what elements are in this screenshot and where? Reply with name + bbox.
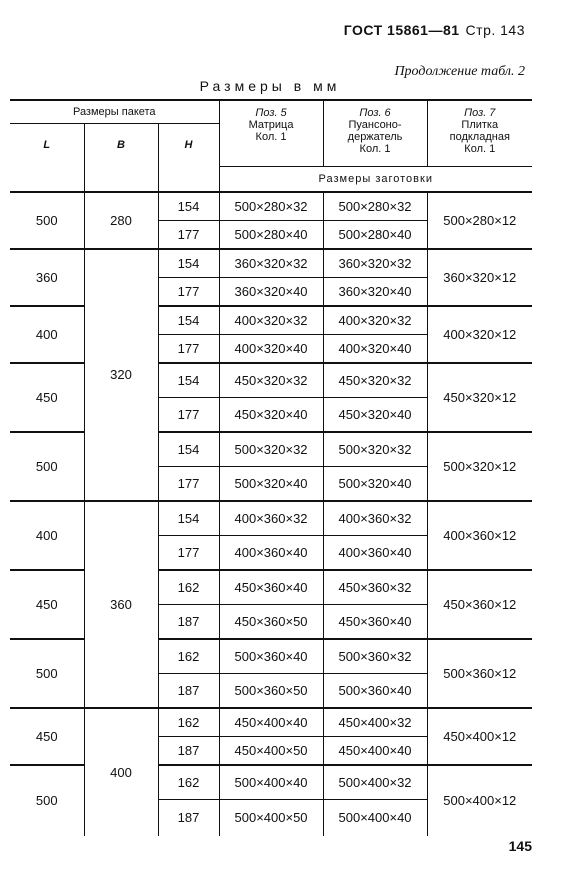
pos5-name: Матрица xyxy=(248,119,294,131)
cell-l: 400 xyxy=(10,306,84,363)
pos6-header xyxy=(323,100,427,166)
cell-b: 400 xyxy=(84,708,158,836)
cell-l: 450 xyxy=(10,708,84,765)
cell-matrix: 450×320×32 xyxy=(219,363,323,398)
cell-plate: 450×400×12 xyxy=(427,708,532,765)
cell-punch-holder: 500×360×32 xyxy=(323,639,427,674)
cell-b: 360 xyxy=(84,501,158,708)
cell-h: 162 xyxy=(158,570,219,605)
cell-l: 500 xyxy=(35,793,58,808)
cell-matrix: 500×320×40 xyxy=(219,466,323,501)
pos6-number: Поз. 6 xyxy=(359,107,391,119)
pos5-header xyxy=(219,100,323,166)
cell-l: 500 xyxy=(10,192,84,249)
page-reference: Стр. 143 xyxy=(465,22,525,38)
cell-h: 162 xyxy=(158,765,219,800)
cell-plate: 450×360×12 xyxy=(427,570,532,639)
cell-matrix: 450×360×40 xyxy=(219,570,323,605)
cell-punch-holder: 500×280×32 xyxy=(323,192,427,221)
blank-sizes-header: Размеры заготовки xyxy=(219,166,532,192)
cell-matrix: 400×360×40 xyxy=(219,535,323,570)
cell-plate: 400×320×12 xyxy=(427,306,532,363)
cell-matrix: 500×280×32 xyxy=(219,192,323,221)
cell-h: 162 xyxy=(158,639,219,674)
pos7-number: Поз. 7 xyxy=(464,107,496,119)
cell-punch-holder: 450×400×40 xyxy=(323,736,427,765)
cell-punch-holder: 400×320×40 xyxy=(323,334,427,363)
cell-plate: 400×360×12 xyxy=(427,501,532,570)
cell-punch-holder: 500×320×32 xyxy=(323,432,427,467)
cell-l: 400 xyxy=(10,501,84,570)
cell-plate: 360×320×12 xyxy=(427,249,532,306)
cell-matrix: 360×320×32 xyxy=(219,249,323,278)
cell-h: 154 xyxy=(158,192,219,221)
cell-punch-holder: 500×280×40 xyxy=(323,220,427,249)
cell-plate: 450×320×12 xyxy=(427,363,532,432)
cell-h: 187 xyxy=(158,673,219,708)
cell-plate: 500×280×12 xyxy=(427,192,532,249)
cell-matrix: 500×360×40 xyxy=(219,639,323,674)
cell-matrix: 400×320×32 xyxy=(219,306,323,335)
cell-plate: 500×360×12 xyxy=(427,639,532,708)
cell-b: 320 xyxy=(84,249,158,501)
cell-punch-holder: 500×360×40 xyxy=(323,673,427,708)
column-b-header: B xyxy=(84,124,158,167)
cell-h: 177 xyxy=(158,466,219,501)
blank-sizes-table xyxy=(10,99,532,836)
cell-matrix: 450×320×40 xyxy=(219,397,323,432)
cell-h: 187 xyxy=(158,604,219,639)
cell-punch-holder: 360×320×40 xyxy=(323,277,427,306)
cell-b: 280 xyxy=(84,192,158,249)
cell-h: 154 xyxy=(158,306,219,335)
cell-punch-holder: 400×320×32 xyxy=(323,306,427,335)
cell-matrix: 500×320×32 xyxy=(219,432,323,467)
cell-matrix: 500×280×40 xyxy=(219,220,323,249)
cell-l: 450 xyxy=(10,570,84,639)
cell-punch-holder: 360×320×32 xyxy=(323,249,427,278)
cell-h: 177 xyxy=(158,220,219,249)
cell-h: 162 xyxy=(158,708,219,737)
cell-matrix: 400×320×40 xyxy=(219,334,323,363)
cell-plate: 500×400×12 xyxy=(427,765,532,836)
pos6-qty: Кол. 1 xyxy=(359,143,391,155)
cell-punch-holder: 450×400×32 xyxy=(323,708,427,737)
cell-punch-holder: 450×320×40 xyxy=(323,397,427,432)
standard-code: ГОСТ 15861—81 xyxy=(343,22,460,38)
pos5-number: Поз. 5 xyxy=(255,107,287,119)
cell-h: 154 xyxy=(158,432,219,467)
units-title: Размеры в мм xyxy=(199,78,341,94)
column-l-header: L xyxy=(43,139,51,151)
cell-l: 500 xyxy=(10,639,84,708)
cell-punch-holder: 450×360×40 xyxy=(323,604,427,639)
package-sizes-header: Размеры пакета xyxy=(10,100,219,124)
cell-matrix: 500×400×50 xyxy=(219,799,323,836)
cell-matrix: 360×320×40 xyxy=(219,277,323,306)
cell-h: 177 xyxy=(158,535,219,570)
cell-matrix: 450×360×50 xyxy=(219,604,323,639)
cell-h: 177 xyxy=(158,334,219,363)
cell-h: 154 xyxy=(158,501,219,536)
cell-matrix: 500×360×50 xyxy=(219,673,323,708)
pos7-qty: Кол. 1 xyxy=(464,143,496,155)
cell-l: 360 xyxy=(10,249,84,306)
pos7-name: Плитка подкладная xyxy=(449,119,510,143)
cell-punch-holder: 400×360×32 xyxy=(323,501,427,536)
cell-matrix: 450×400×40 xyxy=(219,708,323,737)
column-h-header: H xyxy=(158,124,219,167)
cell-punch-holder: 450×320×32 xyxy=(323,363,427,398)
cell-h: 154 xyxy=(158,249,219,278)
cell-h: 187 xyxy=(158,799,219,836)
cell-plate: 500×320×12 xyxy=(427,432,532,501)
cell-punch-holder: 500×320×40 xyxy=(323,466,427,501)
cell-matrix: 400×360×32 xyxy=(219,501,323,536)
pos5-qty: Кол. 1 xyxy=(255,131,287,143)
page-number: 145 xyxy=(508,838,532,854)
pos6-name: Пуансоно-держатель xyxy=(347,119,403,143)
cell-h: 177 xyxy=(158,397,219,432)
cell-h: 177 xyxy=(158,277,219,306)
cell-punch-holder: 500×400×40 xyxy=(323,799,427,836)
cell-h: 154 xyxy=(158,363,219,398)
cell-matrix: 500×400×40 xyxy=(219,765,323,800)
table-continuation-note: Продолжение табл. 2 xyxy=(394,64,525,79)
cell-l: 500 xyxy=(10,432,84,501)
cell-punch-holder: 400×360×40 xyxy=(323,535,427,570)
standard-header xyxy=(344,22,525,38)
pos7-header xyxy=(427,100,532,166)
cell-h: 187 xyxy=(158,736,219,765)
cell-matrix: 450×400×50 xyxy=(219,736,323,765)
cell-l: 450 xyxy=(10,363,84,432)
cell-punch-holder: 500×400×32 xyxy=(323,765,427,800)
cell-punch-holder: 450×360×32 xyxy=(323,570,427,605)
